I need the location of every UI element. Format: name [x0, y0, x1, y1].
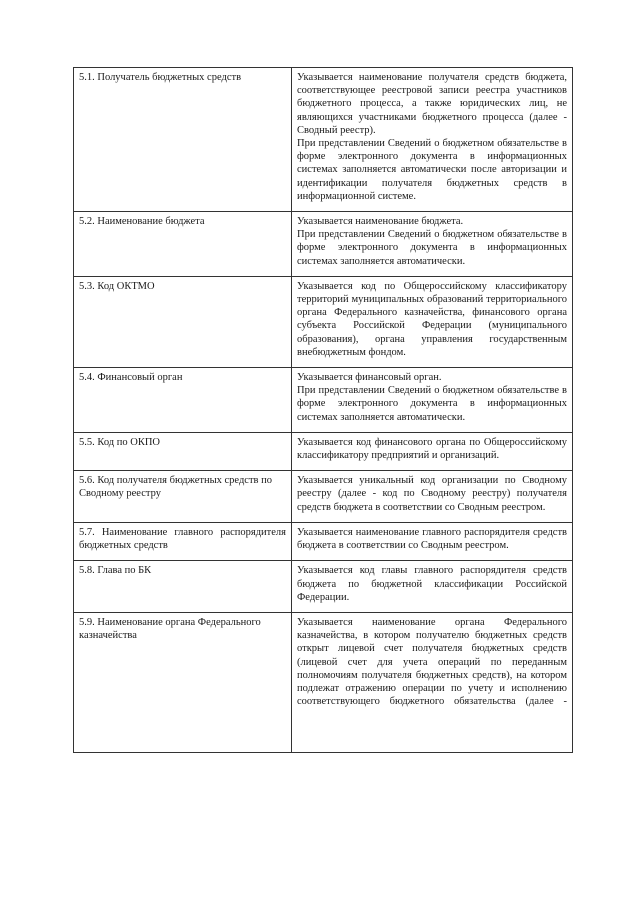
- description-paragraph: При представлении Сведений о бюджетном обязательстве в форме электронного документа в информационных системах заполняется автоматически.: [297, 385, 567, 423]
- field-name-cell: 5.1. Получатель бюджетных средств: [74, 68, 292, 212]
- description-paragraph: Указывается код главы главного распорядителя средств бюджета по бюджетной классификации Российской Федерации.: [297, 565, 567, 603]
- description-paragraph: Указывается код финансового органа по Общероссийскому классификатору предприятий и организаций.: [297, 436, 567, 462]
- table-row: [74, 368, 573, 433]
- field-name-cell: 5.2. Наименование бюджета: [74, 212, 292, 277]
- description-paragraph: При представлении Сведений о бюджетном обязательстве в форме электронного документа в информационных системах заполняется автоматически.: [297, 229, 567, 267]
- description-paragraph: При представлении Сведений о бюджетном обязательстве в форме электронного документа в информационных системах заполняется автоматически после авторизации и идентификации получателя бюджетных средств в информационной системе.: [297, 138, 567, 202]
- description-paragraph: Указывается уникальный код организации по Сводному реестру (далее - код по Сводному реестру) получателя средств бюджета в соответствии со Сводным реестром.: [297, 475, 567, 513]
- description-paragraph: Указывается наименование органа Федерального казначейства, в котором получателю бюджетных средств открыт лицевой счет получателя бюджетных средств (лицевой счет для учета операций по переданным полномочиям получателя бюджетных средств), на котором подлежат отражению операции по учету и исполнению соответствующего бюджетного обязательства (далее -: [297, 616, 567, 708]
- description-paragraph: Указывается финансовый орган.: [297, 372, 442, 384]
- field-name-cell: 5.4. Финансовый орган: [74, 368, 292, 433]
- description-cell: [292, 561, 573, 613]
- table-row: [74, 561, 573, 613]
- table-row: [74, 432, 573, 470]
- description-paragraph: Указывается код по Общероссийскому классификатору территорий муниципальных образований территориального органа Федерального казначейства, финансового органа субъекта Российской Федерации (муниципального образования), органа управления государственным внебюджетным фондом.: [297, 280, 567, 358]
- field-name-cell: 5.6. Код получателя бюджетных средств по Сводному реестру: [74, 471, 292, 523]
- table-row: [74, 212, 573, 277]
- field-name-cell: 5.8. Глава по БК: [74, 561, 292, 613]
- table-row: [74, 276, 573, 367]
- field-name-cell: 5.9. Наименование органа Федерального казначейства: [74, 612, 292, 752]
- description-cell: [292, 612, 573, 752]
- table-row: [74, 471, 573, 523]
- description-cell: [292, 471, 573, 523]
- field-name-cell: 5.3. Код ОКТМО: [74, 276, 292, 367]
- field-name-cell: 5.5. Код по ОКПО: [74, 432, 292, 470]
- table-row: [74, 612, 573, 752]
- description-cell: [292, 522, 573, 560]
- field-description-table: [73, 67, 573, 753]
- description-paragraph: Указывается наименование получателя средств бюджета, соответствующее реестровой записи реестра участников бюджетного процесса, а также юридических лиц, не являющихся участниками бюджетного процесса (далее - Сводный реестр).: [297, 72, 567, 136]
- table-row: [74, 522, 573, 560]
- description-cell: [292, 68, 573, 212]
- description-cell: [292, 276, 573, 367]
- description-paragraph: Указывается наименование бюджета.: [297, 216, 464, 228]
- description-paragraph: Указывается наименование главного распорядителя средств бюджета в соответствии со Сводным реестром.: [297, 526, 567, 552]
- table-row: [74, 68, 573, 212]
- field-name-cell: 5.7. Наименование главного распорядителя бюджетных средств: [74, 522, 292, 560]
- description-cell: [292, 212, 573, 277]
- description-cell: [292, 432, 573, 470]
- description-cell: [292, 368, 573, 433]
